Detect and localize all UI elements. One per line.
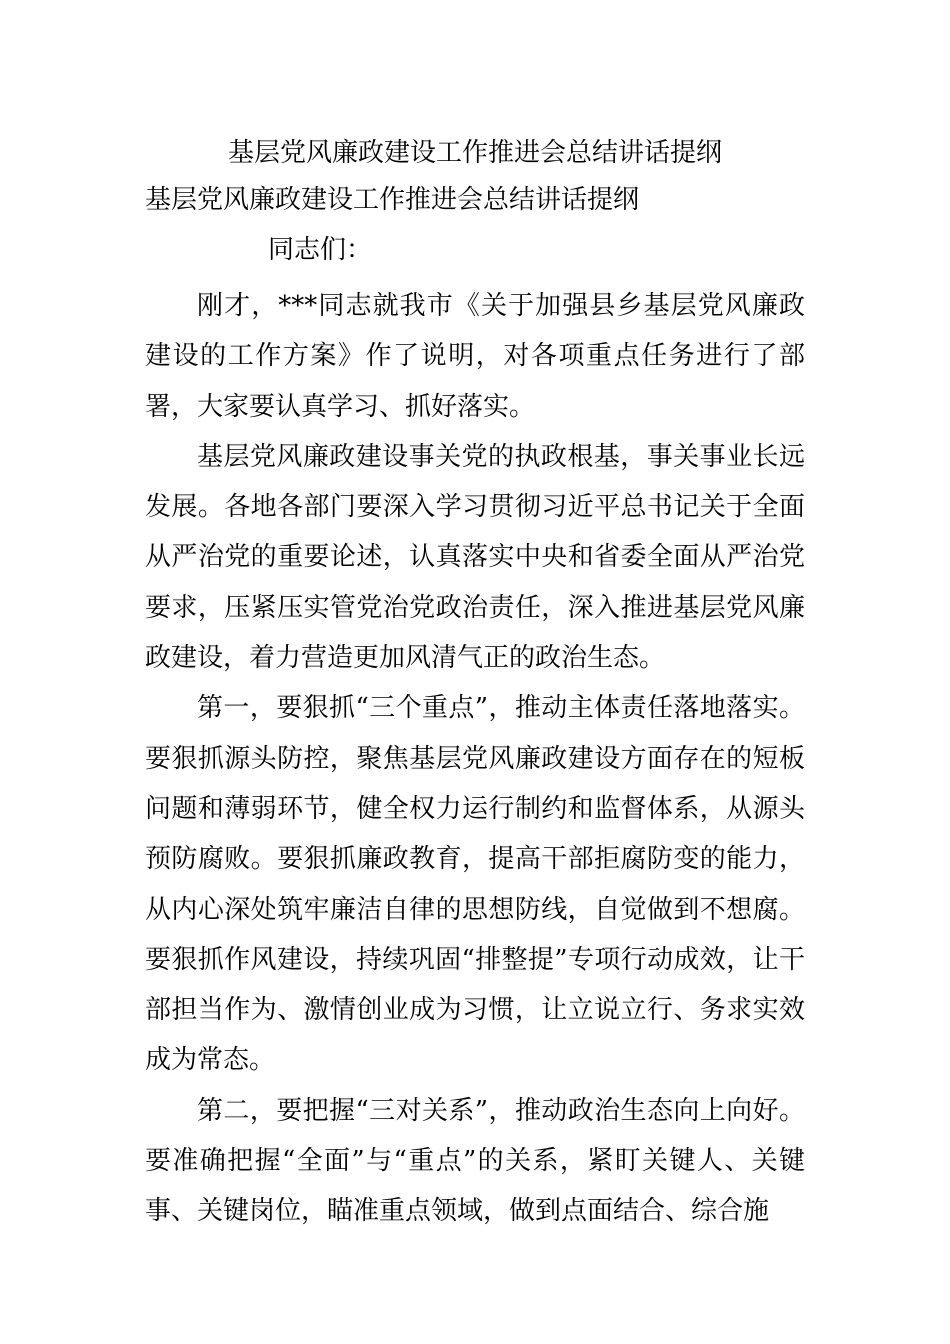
paragraph-2: 基层党风廉政建设事关党的执政根基，事关事业长远发展。各地各部门要深入学习贯彻习近平总书记关于全面从严治党的重要论述，认真落实中央和省委全面从严治党要求，压紧压实管党治党政治责任，深入推进基层党风廉政建设，着力营造更加风清气正的政治生态。: [145, 441, 805, 674]
paragraph-1: 刚才，***同志就我市《关于加强县乡基层党风廉政建设的工作方案》作了说明，对各项重点任务进行了部署，大家要认真学习、抓好落实。: [145, 291, 805, 422]
document-title: 基层党风廉政建设工作推进会总结讲话提纲: [227, 138, 722, 168]
paragraph-3: 第一，要狠抓“三个重点”，推动主体责任落地落实。要狠抓源头防控，聚焦基层党风廉政建设方面存在的短板问题和薄弱环节，健全权力运行制约和监督体系，从源头预防腐败。要狠抓廉政教育，提高干部拒腐防变的能力，从内心深处筑牢廉洁自律的思想防线，自觉做到不想腐。要狠抓作风建设，持续巩固“排整提”专项行动成效，让干部担当作为、激情创业成为习惯，让立说立行、务求实效成为常态。: [145, 693, 805, 1076]
document-body: [145, 281, 805, 1237]
document-subtitle: 基层党风廉政建设工作推进会总结讲话提纲: [145, 185, 640, 215]
paragraph-4: 第二，要把握“三对关系”，推动政治生态向上向好。要准确把握“全面”与“重点”的关系，紧盯关键人、关键事、关键岗位，瞄准重点领域，做到点面结合、综合施: [145, 1095, 805, 1227]
salutation: 同志们：: [268, 235, 373, 265]
